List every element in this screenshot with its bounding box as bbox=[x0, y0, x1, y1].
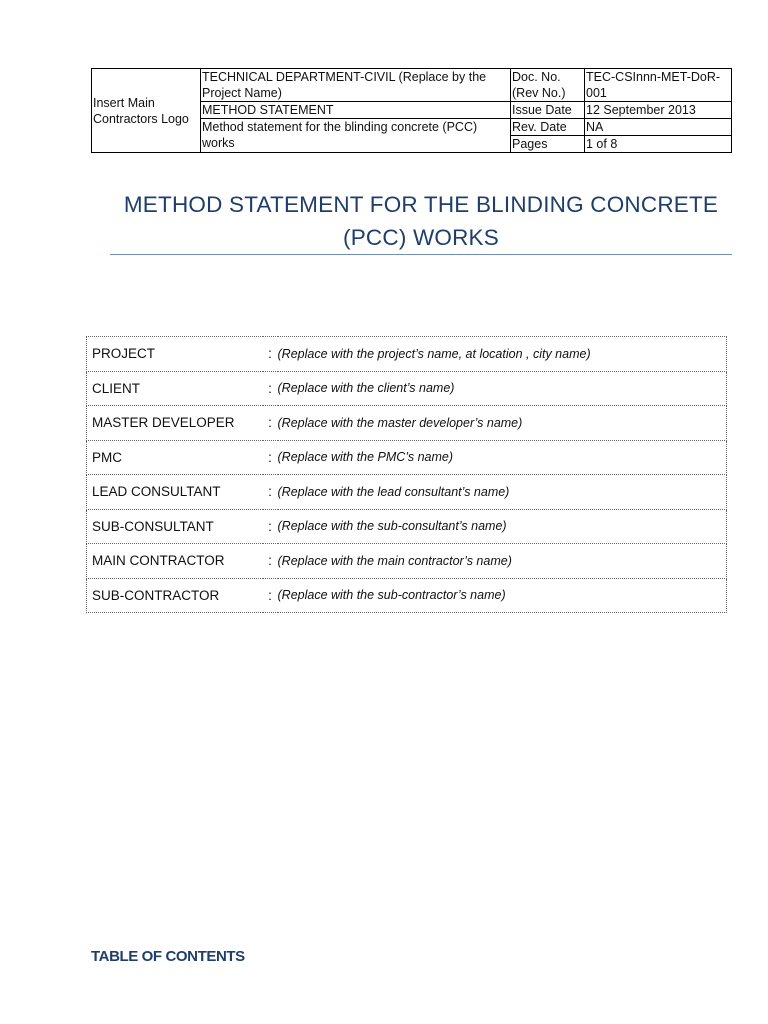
info-separator: : bbox=[263, 509, 278, 544]
document-title-line-1: METHOD STATEMENT FOR THE BLINDING CONCRETE bbox=[123, 192, 719, 217]
project-info-row bbox=[87, 475, 727, 510]
document-header-table bbox=[91, 68, 732, 153]
info-value: (Replace with the master developer’s name) bbox=[278, 406, 727, 441]
pages-label: Pages bbox=[511, 136, 585, 153]
info-label: LEAD CONSULTANT bbox=[87, 475, 263, 510]
doc-no-label: Doc. No. (Rev No.) bbox=[511, 69, 585, 102]
header-row-doc-no bbox=[92, 69, 732, 102]
doc-no-value: TEC-CSInnn-MET-DoR-001 bbox=[585, 69, 732, 102]
project-info-row bbox=[87, 440, 727, 475]
info-value: (Replace with the main contractor’s name) bbox=[278, 544, 727, 579]
info-separator: : bbox=[263, 544, 278, 579]
document-title bbox=[110, 188, 732, 254]
rev-date-value: NA bbox=[585, 119, 732, 136]
info-value: (Replace with the sub-contractor’s name) bbox=[278, 578, 727, 613]
info-separator: : bbox=[263, 371, 278, 406]
info-label: PMC bbox=[87, 440, 263, 475]
pages-value: 1 of 8 bbox=[585, 136, 732, 153]
info-label: MASTER DEVELOPER bbox=[87, 406, 263, 441]
project-info-body bbox=[87, 337, 727, 613]
info-label: SUB-CONSULTANT bbox=[87, 509, 263, 544]
info-value: (Replace with the sub-consultant’s name) bbox=[278, 509, 727, 544]
project-info-row bbox=[87, 337, 727, 372]
project-info-row bbox=[87, 509, 727, 544]
rev-date-label: Rev. Date bbox=[511, 119, 585, 136]
info-label: SUB-CONTRACTOR bbox=[87, 578, 263, 613]
project-info-row bbox=[87, 371, 727, 406]
info-value: (Replace with the project’s name, at location , city name) bbox=[278, 337, 727, 372]
info-separator: : bbox=[263, 440, 278, 475]
info-label: PROJECT bbox=[87, 337, 263, 372]
info-label: MAIN CONTRACTOR bbox=[87, 544, 263, 579]
project-info-row bbox=[87, 544, 727, 579]
document-description: Method statement for the blinding concrete (PCC) works bbox=[201, 119, 511, 153]
table-of-contents-heading: TABLE OF CONTENTS bbox=[91, 948, 245, 965]
info-value: (Replace with the lead consultant’s name) bbox=[278, 475, 727, 510]
info-value: (Replace with the client’s name) bbox=[278, 371, 727, 406]
issue-date-label: Issue Date bbox=[511, 102, 585, 119]
contractor-logo-placeholder: Insert Main Contractors Logo bbox=[92, 69, 201, 153]
title-divider bbox=[110, 254, 732, 255]
info-label: CLIENT bbox=[87, 371, 263, 406]
department-name: TECHNICAL DEPARTMENT-CIVIL (Replace by the Project Name) bbox=[201, 69, 511, 102]
info-separator: : bbox=[263, 406, 278, 441]
project-info-row bbox=[87, 406, 727, 441]
info-value: (Replace with the PMC’s name) bbox=[278, 440, 727, 475]
info-separator: : bbox=[263, 337, 278, 372]
project-info-table bbox=[86, 336, 727, 613]
info-separator: : bbox=[263, 578, 278, 613]
project-info-row bbox=[87, 578, 727, 613]
issue-date-value: 12 September 2013 bbox=[585, 102, 732, 119]
document-title-line-2: (PCC) WORKS bbox=[343, 225, 499, 250]
info-separator: : bbox=[263, 475, 278, 510]
document-type: METHOD STATEMENT bbox=[201, 102, 511, 119]
